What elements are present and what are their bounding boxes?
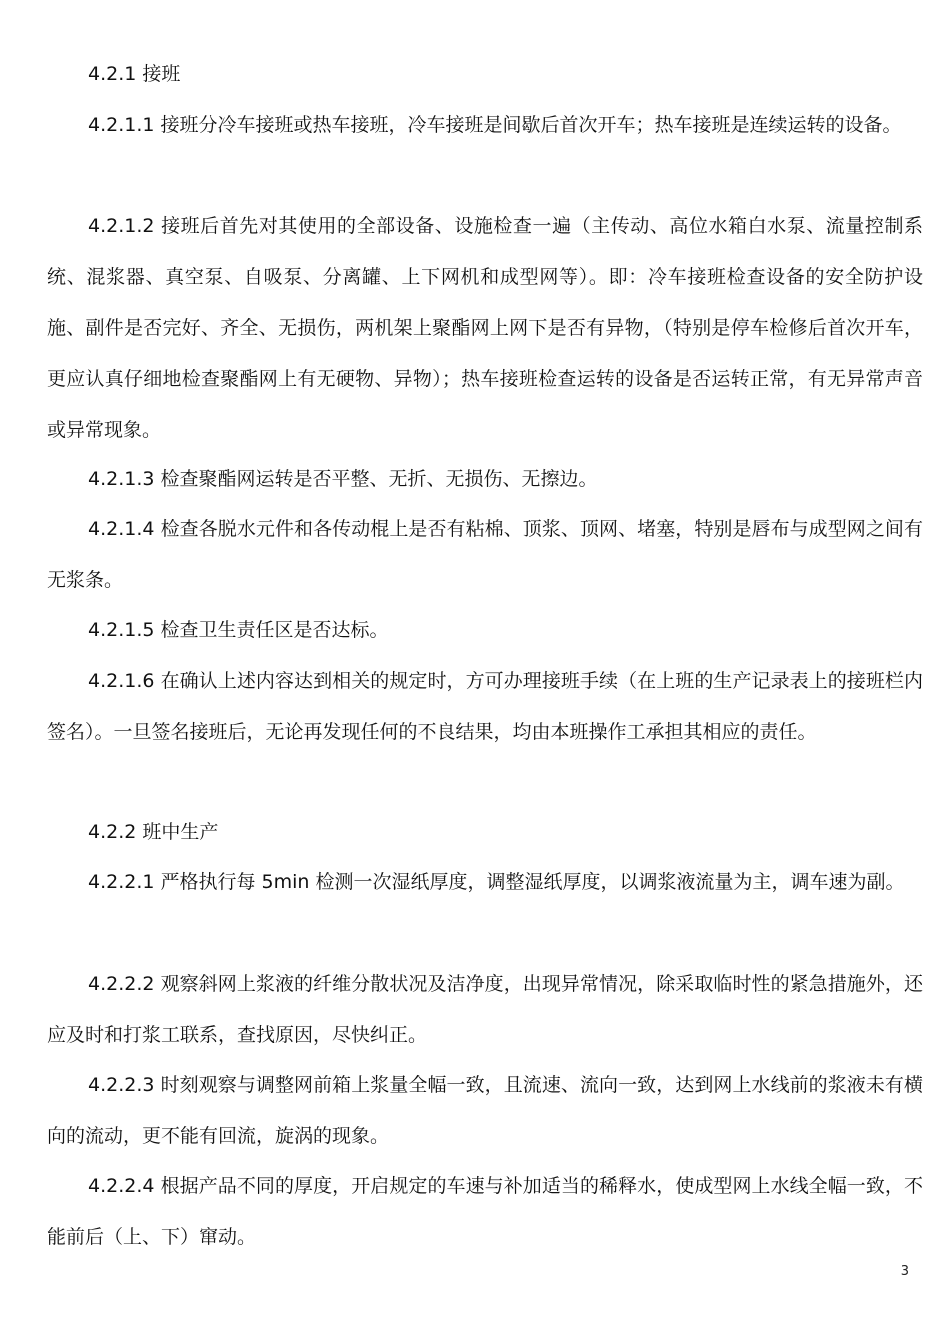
paragraph-4-2-1-2: 4.2.1.2 接班后首先对其使用的全部设备、设施检查一遍（主传动、高位水箱白水泵、流量控制系统、混浆器、真空泵、自吸泵、分离罐、上下网机和成型网等）。即：冷车接班检查设备的安全防护设施、副件是否完好、齐全、无损伤，两机架上聚酯网上网下是否有异物，（特别是停车检修后首次开车，更应认真仔细地检查聚酯网上有无硬物、异物）；热车接班检查运转的设备是否运转正常，有无异常声音或异常现象。 (47, 215, 923, 441)
section-heading-4-2-1: 4.2.1 接班 (88, 63, 181, 85)
paragraph-4-2-1-1: 4.2.1.1 接班分冷车接班或热车接班，冷车接班是间歇后首次开车；热车接班是连续运转的设备。 (88, 114, 902, 136)
paragraph-4-2-1-6: 4.2.1.6 在确认上述内容达到相关的规定时，方可办理接班手续（在上班的生产记录表上的接班栏内签名）。一旦签名接班后，无论再发现任何的不良结果，均由本班操作工承担其相应的责任。 (47, 670, 923, 743)
paragraph-4-2-2-4: 4.2.2.4 根据产品不同的厚度，开启规定的车速与补加适当的稀释水，使成型网上水线全幅一致，不能前后（上、下）窜动。 (47, 1175, 923, 1248)
paragraph-4-2-1-4: 4.2.1.4 检查各脱水元件和各传动棍上是否有粘棉、顶浆、顶网、堵塞，特别是唇布与成型网之间有无浆条。 (47, 518, 923, 591)
paragraph-4-2-2-2: 4.2.2.2 观察斜网上浆液的纤维分散状况及洁净度，出现异常情况，除采取临时性的紧急措施外，还应及时和打浆工联系，查找原因，尽快纠正。 (47, 973, 923, 1046)
page-number: 3 (900, 1264, 909, 1279)
paragraph-4-2-2-3: 4.2.2.3 时刻观察与调整网前箱上浆量全幅一致，且流速、流向一致，达到网上水线前的浆液未有横向的流动，更不能有回流，旋涡的现象。 (47, 1074, 923, 1147)
section-heading-4-2-2: 4.2.2 班中生产 (88, 821, 219, 843)
paragraph-4-2-2-1: 4.2.2.1 严格执行每 5min 检测一次湿纸厚度，调整湿纸厚度，以调浆液流量为主，调车速为副。 (88, 871, 905, 893)
paragraph-4-2-1-3: 4.2.1.3 检查聚酯网运转是否平整、无折、无损伤、无擦边。 (88, 468, 598, 490)
paragraph-4-2-1-5: 4.2.1.5 检查卫生责任区是否达标。 (88, 619, 389, 641)
